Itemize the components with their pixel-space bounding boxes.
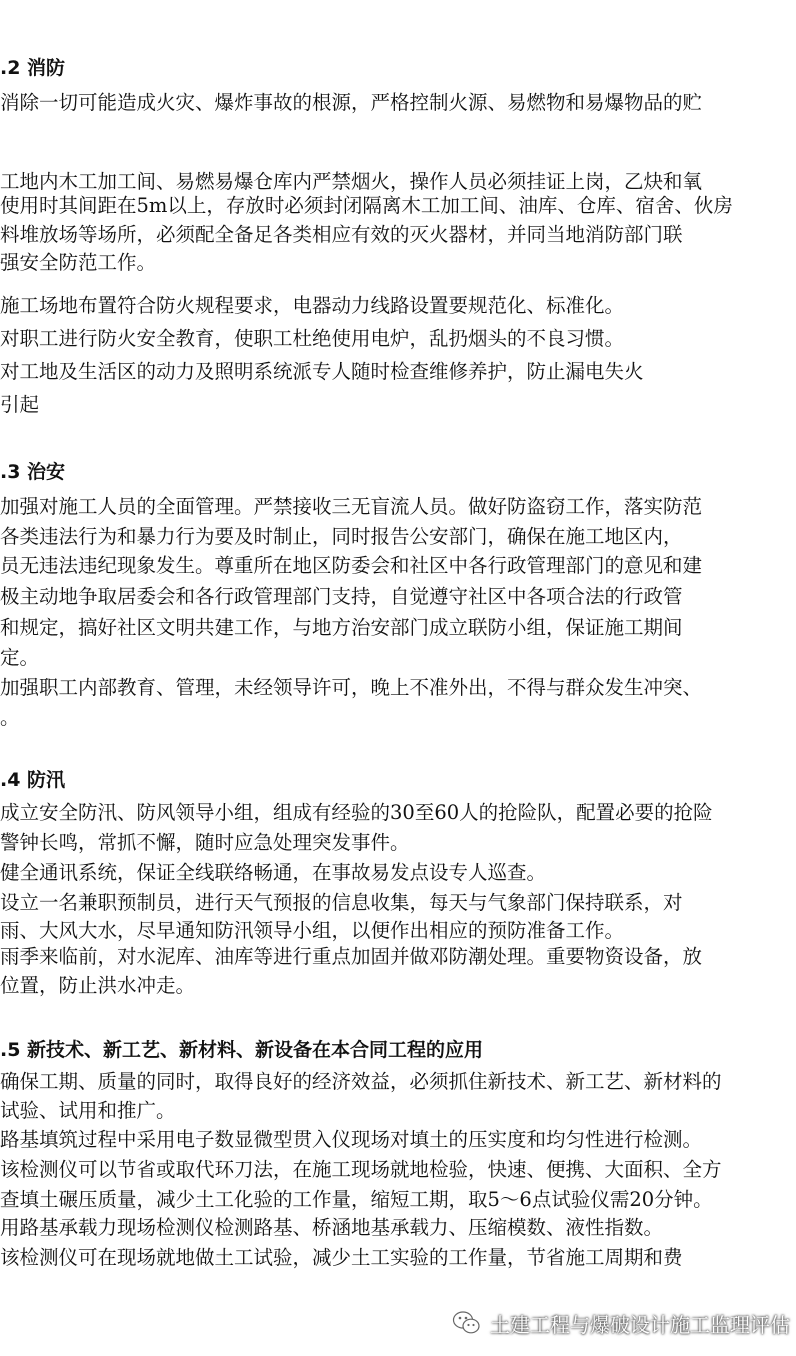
- paragraph-line: 试验、试用和推广。: [0, 1099, 176, 1122]
- paragraph-line: 查填土碾压质量，减少土工化验的工作量，缩短工期，取5～6点试验仪需20分钟。: [0, 1188, 713, 1211]
- paragraph-line: 位置，防止洪水冲走。: [0, 974, 196, 997]
- paragraph-line: 对工地及生活区的动力及照明系统派专人随时检查维修养护，防止漏电失火: [0, 360, 644, 383]
- watermark: [452, 1308, 790, 1338]
- paragraph-line: 定。: [0, 646, 40, 669]
- paragraph-line: 确保工期、质量的同时，取得良好的经济效益，必须抓住新技术、新工艺、新材料的: [0, 1070, 722, 1093]
- section-heading: .5 新技术、新工艺、新材料、新设备在本合同工程的应用: [0, 1039, 484, 1061]
- paragraph-line: 和规定，搞好社区文明共建工作，与地方治安部门成立联防小组，保证施工期间: [0, 616, 683, 639]
- paragraph-line: 各类违法行为和暴力行为要及时制止，同时报告公安部门，确保在施工地区内，: [0, 525, 683, 548]
- paragraph-line: 员无违法违纪现象发生。尊重所在地区防委会和社区中各行政管理部门的意见和建: [0, 554, 703, 577]
- paragraph-line: 工地内木工加工间、易燃易爆仓库内严禁烟火，操作人员必须挂证上岗，乙炔和氧: [0, 170, 703, 193]
- section-heading: .4 防汛: [0, 769, 66, 791]
- paragraph-line: 施工场地布置符合防火规程要求，电器动力线路设置要规范化、标准化。: [0, 294, 625, 317]
- paragraph-line: 路基填筑过程中采用电子数显微型贯入仪现场对填土的压实度和均匀性进行检测。: [0, 1128, 703, 1151]
- paragraph-line: 警钟长鸣，常抓不懈，随时应急处理突发事件。: [0, 831, 410, 854]
- paragraph-line: 强安全防范工作。: [0, 251, 157, 274]
- paragraph-line: 设立一名兼职预制员，进行天气预报的信息收集，每天与气象部门保持联系，对: [0, 891, 683, 914]
- paragraph-line: 用路基承载力现场检测仪检测路基、桥涵地基承载力、压缩模数、液性指数。: [0, 1216, 664, 1239]
- paragraph-line: 消除一切可能造成火灾、爆炸事故的根源，严格控制火源、易燃物和易爆物品的贮: [0, 91, 703, 114]
- section-heading: .3 治安: [0, 461, 66, 483]
- paragraph-line: 雨、大风大水，尽早通知防汛领导小组，以便作出相应的预防准备工作。: [0, 919, 625, 942]
- paragraph-line: 该检测仪可以节省或取代环刀法，在施工现场就地检验，快速、便携、大面积、全方: [0, 1158, 722, 1181]
- paragraph-line: 健全通讯系统，保证全线联络畅通，在事故易发点设专人巡查。: [0, 861, 547, 884]
- watermark-text: 土建工程与爆破设计施工监理评估: [490, 1312, 790, 1337]
- paragraph-line: 引起: [0, 393, 40, 416]
- paragraph-line: 。: [0, 706, 20, 729]
- paragraph-line: 成立安全防汛、防风领导小组，组成有经验的30至60人的抢险队，配置必要的抢险: [0, 801, 713, 824]
- section-heading: .2 消防: [0, 57, 66, 79]
- paragraph-line: 料堆放场等场所，必须配全备足各类相应有效的灭火器材，并同当地消防部门联: [0, 223, 683, 246]
- paragraph-line: 雨季来临前，对水泥库、油库等进行重点加固并做邓防潮处理。重要物资设备，放: [0, 945, 703, 968]
- paragraph-line: 该检测仪可在现场就地做土工试验，减少土工实验的工作量，节省施工周期和费: [0, 1246, 683, 1269]
- paragraph-line: 加强职工内部教育、管理，未经领导许可，晚上不准外出，不得与群众发生冲突、: [0, 676, 703, 699]
- paragraph-line: 加强对施工人员的全面管理。严禁接收三无盲流人员。做好防盗窃工作，落实防范: [0, 495, 703, 518]
- paragraph-line: 极主动地争取居委会和各行政管理部门支持，自觉遵守社区中各项合法的行政管: [0, 585, 683, 608]
- paragraph-line: 使用时其间距在5m以上，存放时必须封闭隔离木工加工间、油库、仓库、宿舍、伙房: [0, 194, 733, 217]
- paragraph-line: 对职工进行防火安全教育，使职工杜绝使用电炉，乱扔烟头的不良习惯。: [0, 327, 625, 350]
- wechat-icon: [452, 1310, 482, 1336]
